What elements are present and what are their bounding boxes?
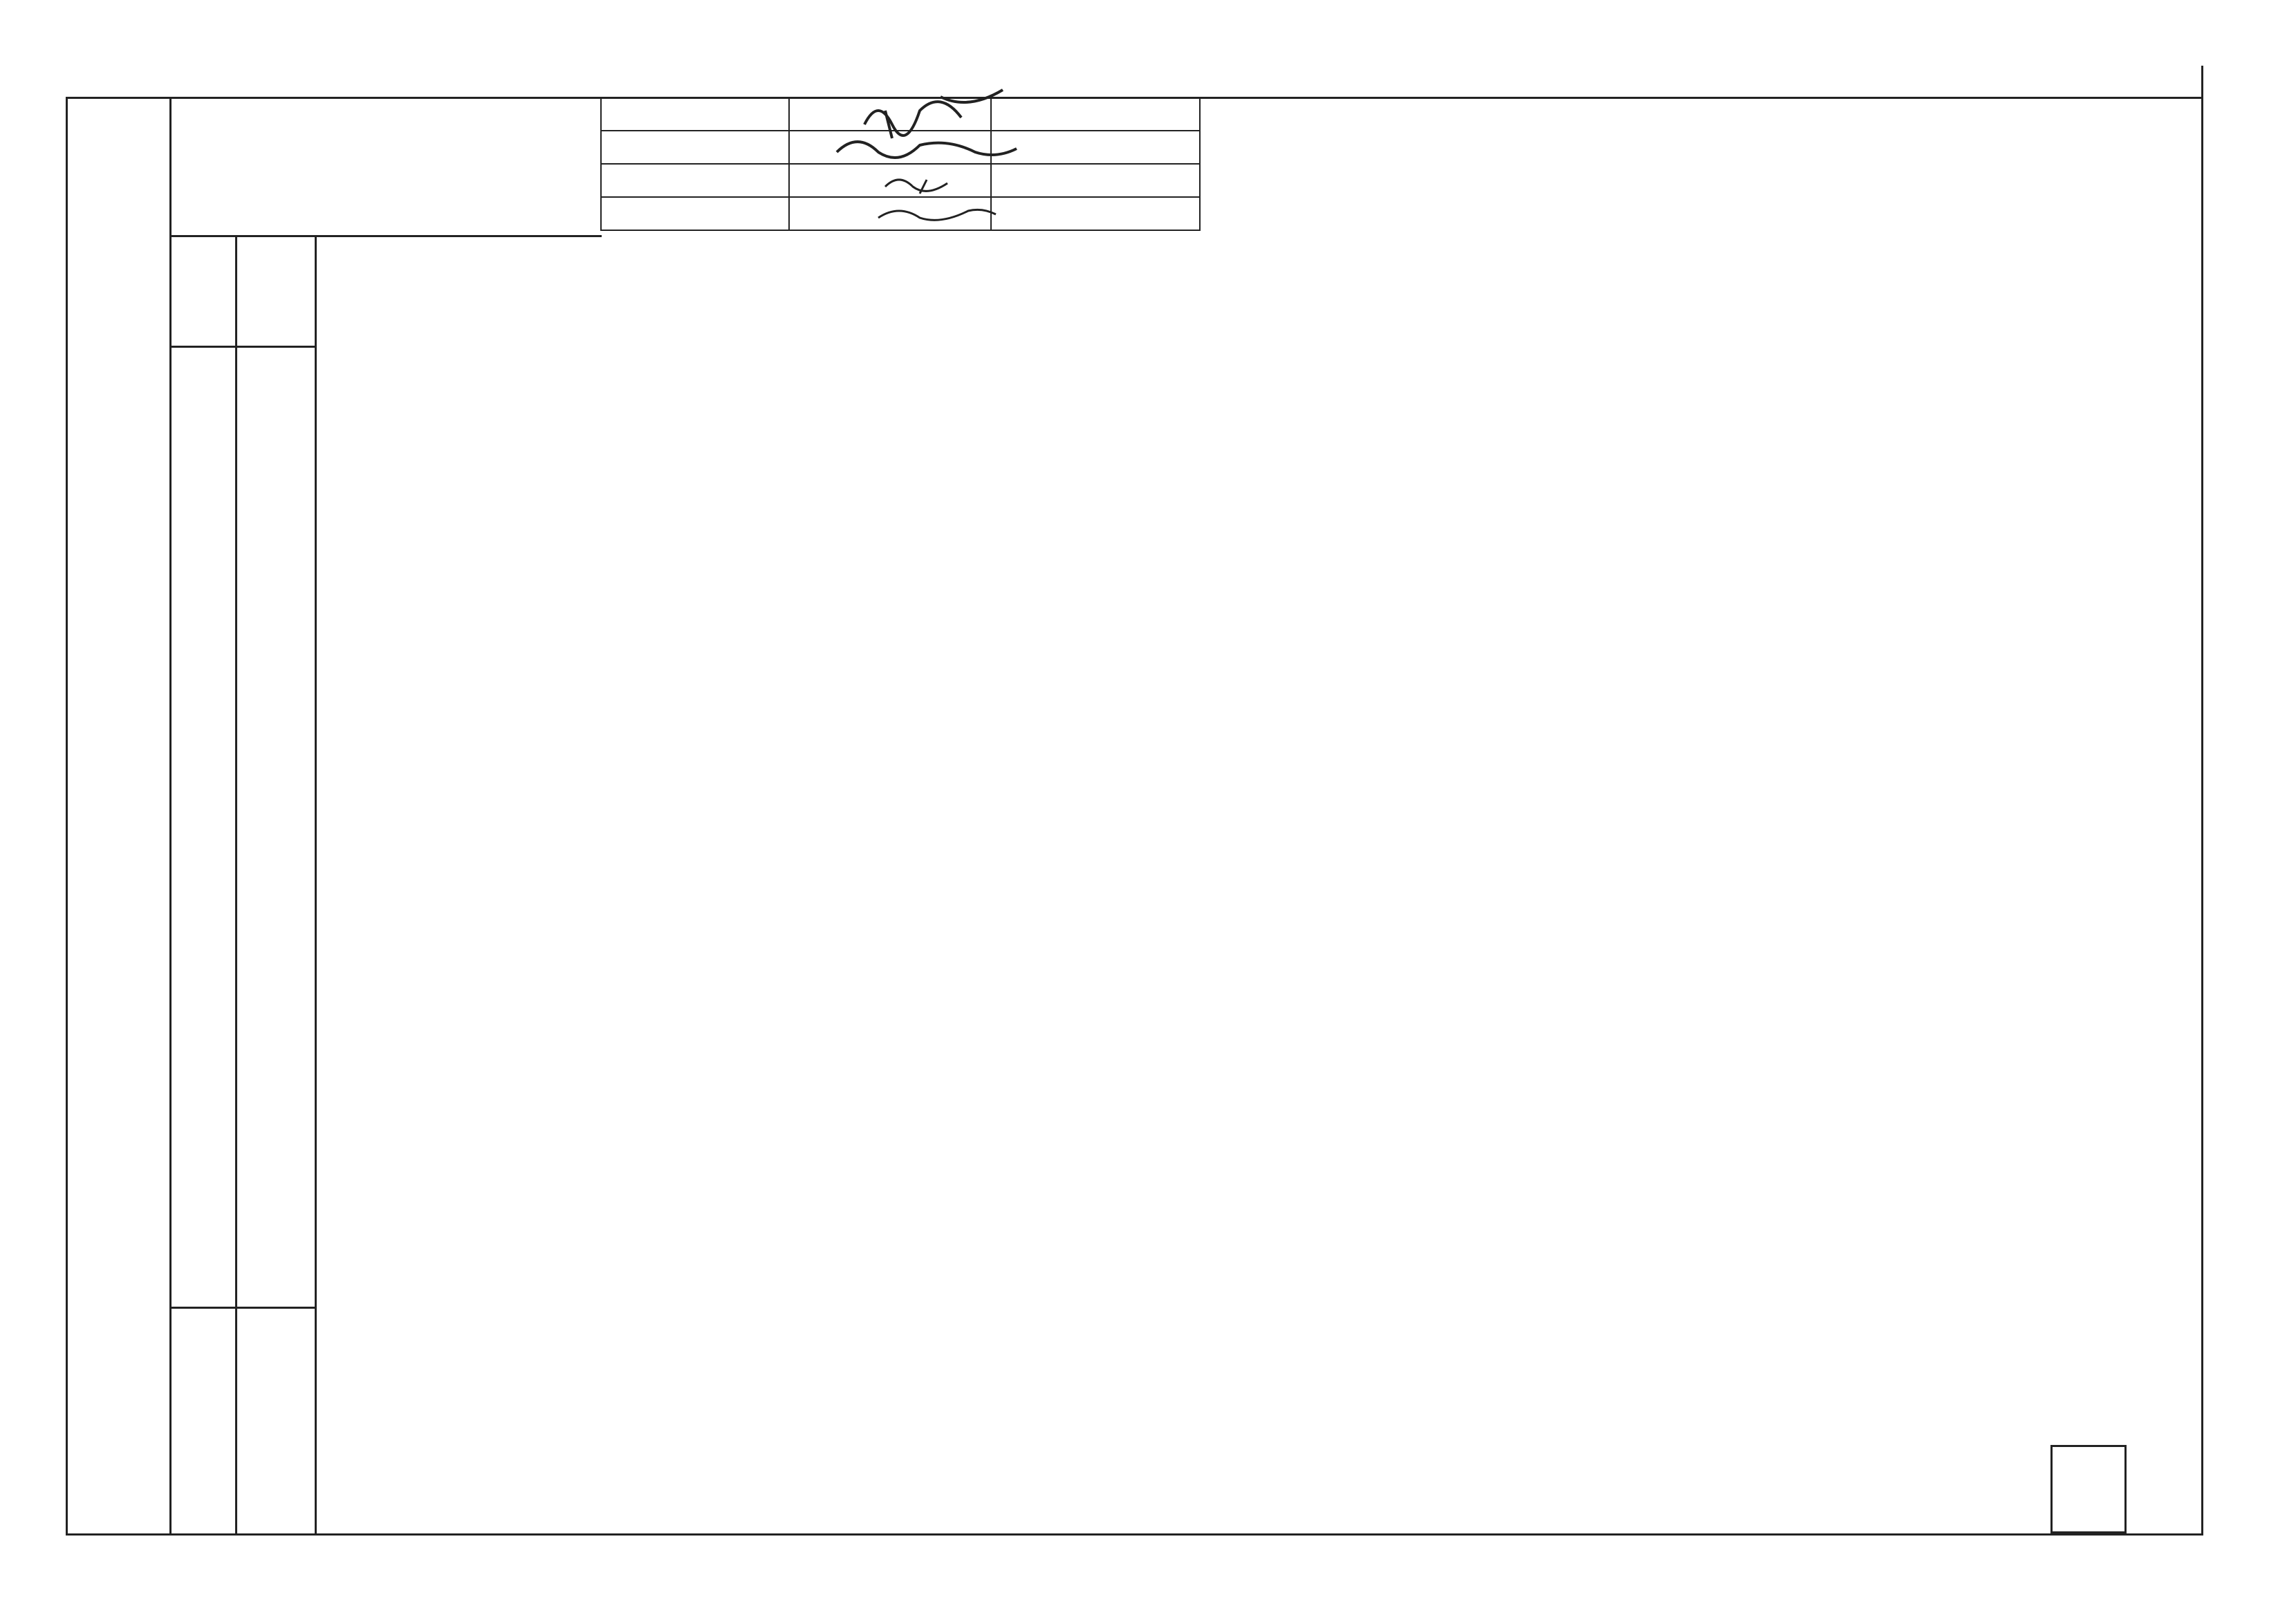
sidebar-bottom-divider bbox=[169, 1307, 315, 1309]
stamp-role-4 bbox=[601, 197, 789, 230]
sheet-inner-frame-left bbox=[169, 97, 172, 1535]
page-number-box bbox=[2050, 1445, 2127, 1533]
stamp-role-3 bbox=[601, 164, 789, 197]
sidebar-col-divider-2 bbox=[315, 235, 317, 1535]
sheet-bottom-border bbox=[66, 1533, 2203, 1536]
stamp-role-2 bbox=[601, 131, 789, 164]
sheet-right-border bbox=[2201, 66, 2203, 1536]
signature-scribbles bbox=[823, 69, 1051, 235]
sidebar-col-divider bbox=[235, 235, 237, 1535]
sidebar-top-divider bbox=[169, 346, 315, 348]
stamp-role-1 bbox=[601, 97, 789, 131]
org-divider bbox=[169, 235, 602, 237]
sheet-left-border bbox=[66, 97, 68, 1535]
